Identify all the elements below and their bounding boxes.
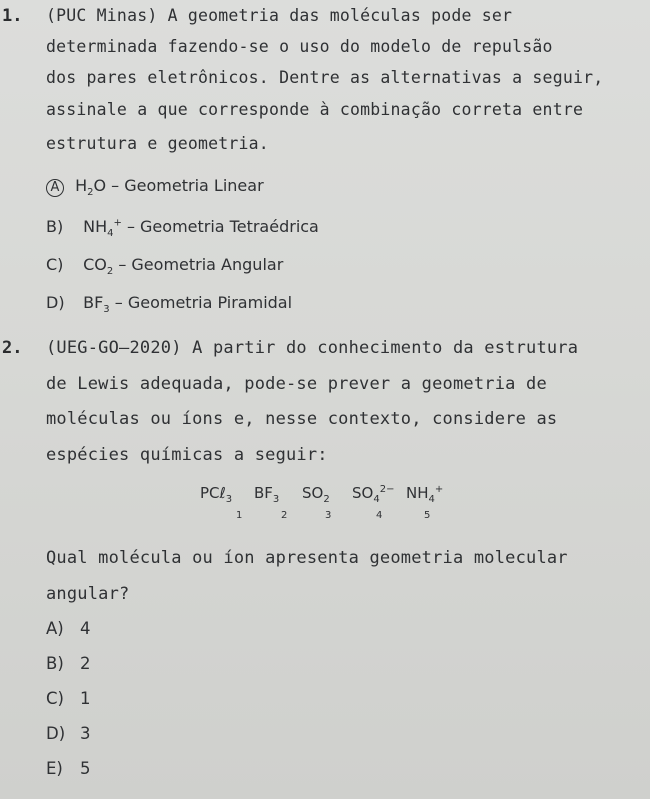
option-text: – Geometria Linear — [106, 176, 264, 195]
option-value: 3 — [80, 724, 91, 743]
option-value: 5 — [80, 759, 91, 778]
formula-subscript: 2 — [323, 494, 330, 505]
formula-superscript: + — [113, 217, 122, 229]
question-2-option-c[interactable] — [46, 689, 91, 708]
question-1-text-line: (PUC Minas) A geometria das moléculas pode ser — [46, 6, 513, 25]
option-value: 2 — [80, 654, 91, 673]
option-letter: B) — [46, 217, 64, 236]
option-letter: A) — [46, 619, 64, 638]
species-number: 5 — [424, 510, 431, 521]
formula: BF — [254, 484, 273, 502]
question-2-prompt-line: Qual molécula ou íon apresenta geometria molecular — [46, 548, 568, 568]
option-letter: C) — [46, 255, 64, 274]
formula-subscript: 4 — [107, 228, 114, 240]
question-1-text-line: dos pares eletrônicos. Dentre as alternativas a seguir, — [46, 68, 604, 87]
option-text: – Geometria Tetraédrica — [121, 217, 319, 236]
formula-subscript: 3 — [225, 494, 233, 505]
question-2-text-line: de Lewis adequada, pode-se prever a geometria de — [46, 374, 547, 394]
species-4 — [352, 484, 394, 505]
option-text: – Geometria Piramidal — [109, 293, 293, 312]
option-value: 1 — [80, 689, 91, 708]
question-2-option-e[interactable] — [46, 759, 91, 778]
formula-subscript: 2 — [106, 266, 114, 278]
species-number: 2 — [281, 510, 288, 521]
formula-subscript: 4 — [428, 494, 435, 505]
formula: BF — [83, 293, 104, 312]
species-number: 3 — [325, 510, 332, 521]
option-value: 4 — [80, 619, 91, 638]
species-number: 1 — [236, 510, 243, 521]
formula: NH — [406, 484, 429, 502]
formula: SO — [352, 484, 374, 502]
question-1-option-b[interactable] — [46, 217, 319, 239]
species-5 — [406, 484, 443, 505]
formula-superscript: 2− — [379, 484, 395, 495]
formula: NH — [83, 217, 108, 236]
formula-subscript: 3 — [103, 304, 110, 316]
question-1-text-line: assinale a que corresponde à combinação correta entre — [46, 100, 584, 119]
formula-superscript: + — [434, 484, 444, 495]
formula: H — [75, 176, 88, 195]
question-2-option-a[interactable] — [46, 619, 91, 638]
species-1 — [200, 484, 232, 505]
option-letter: E) — [46, 759, 63, 778]
question-1-number: 1. — [2, 6, 23, 26]
formula-subscript: 3 — [272, 494, 280, 505]
formula: O — [93, 176, 107, 195]
question-1-text-line: determinada fazendo-se o uso do modelo de repulsão — [46, 37, 553, 56]
question-1-option-c[interactable] — [46, 255, 283, 277]
species-number: 4 — [376, 510, 383, 521]
question-2-option-d[interactable] — [46, 724, 91, 743]
formula-subscript: 2 — [87, 187, 94, 199]
option-letter: C) — [46, 689, 64, 708]
option-letter: D) — [46, 724, 66, 743]
question-2-text-line: espécies químicas a seguir: — [46, 445, 328, 465]
question-2-number: 2. — [2, 338, 23, 358]
formula: SO — [302, 484, 324, 502]
formula: CO — [83, 255, 107, 274]
species-3 — [302, 484, 330, 505]
formula-subscript: 4 — [373, 494, 380, 505]
chemical-species — [200, 484, 460, 528]
question-2-text-line: (UEG-GO–2020) A partir do conhecimento da estrutura — [46, 338, 579, 358]
question-2-text-line: moléculas ou íons e, nesse contexto, considere as — [46, 409, 558, 429]
formula: PCℓ — [200, 484, 226, 502]
question-1-text-line: estrutura e geometria. — [46, 134, 269, 153]
question-2-option-b[interactable] — [46, 654, 91, 673]
option-letter: B) — [46, 654, 64, 673]
option-letter: A — [46, 179, 64, 197]
question-1-option-d[interactable] — [46, 293, 292, 315]
option-letter: D) — [46, 293, 65, 312]
question-2-prompt-line: angular? — [46, 584, 130, 604]
species-2 — [254, 484, 279, 505]
option-text: – Geometria Angular — [113, 255, 284, 274]
question-1-option-a[interactable] — [46, 176, 264, 198]
